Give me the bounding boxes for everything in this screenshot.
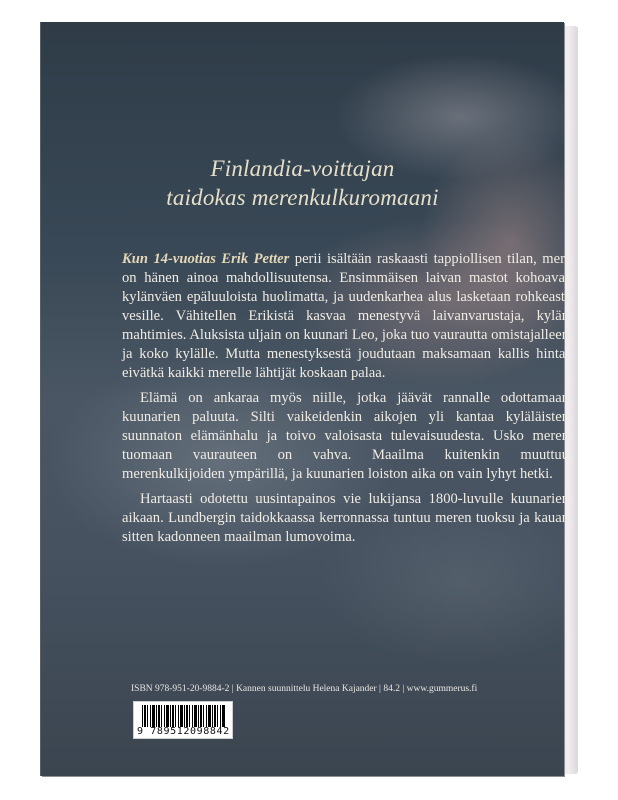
blurb-lead: Kun 14-vuotias Erik Petter [122,251,290,267]
isbn-barcode [133,701,233,739]
blurb-paragraph-2: Elämä on ankaraa myös niille, jotka jäävät rannalle odottamaan kuunarien paluuta. Silti vaikeidenkin aikojen yli kantaa kyläläisten suunnaton elämänhalu ja toivo valoisasta tulevaisuudesta. Usko meren tuomaan vaurauteen on vahva. Maailma kuitenkin muuttuu merenkulkijoiden ympärillä, ja kuunarien loiston aika on vain lyhyt hetki. [122,390,569,482]
tagline-line-2: taidokas merenkulkuromaani [166,185,439,210]
blurb-paragraph-1 [122,250,569,383]
blurb-paragraph-3: Hartaasti odotettu uusintapainos vie lukijansa 1800-luvulle kuunarien aikaan. Lundbergin taidokkaassa kerronnassa tuntuu meren tuoksu ja kauan sitten kadonneen maailman lumovoima. [122,491,569,545]
tagline-line-1: Finlandia-voittajan [210,156,395,181]
book-back-cover [41,22,569,776]
blurb-paragraph-1-body: perii isältään raskaasti tappiollisen tilan, meri on hänen ainoa mahdollisuutensa. Ensimmäisen laivan mastot kohoavat kylänväen epäluuloista huolimatta, ja uudenkarhea alus lasketaan rohkeasti vesille. Vähitellen Erikistä kasvaa menestyvä laivanvarustaja, kylän mahtimies. Aluksista uljain on kuunari Leo, joka tuo vaurautta omistajalleen ja koko kylälle. Mutta menestyksestä joudutaan maksamaan kallis hinta, eivätkä kaikki merelle lähtijät koskaan palaa. [122,251,569,381]
isbn-imprint-line: ISBN 978-951-20-9884-2 | Kannen suunnittelu Helena Kajander | 84.2 | www.gummerus.fi [131,684,478,694]
blurb-text [122,250,569,553]
tagline [41,154,564,212]
barcode-digits: 9 789512098842 [137,726,230,737]
